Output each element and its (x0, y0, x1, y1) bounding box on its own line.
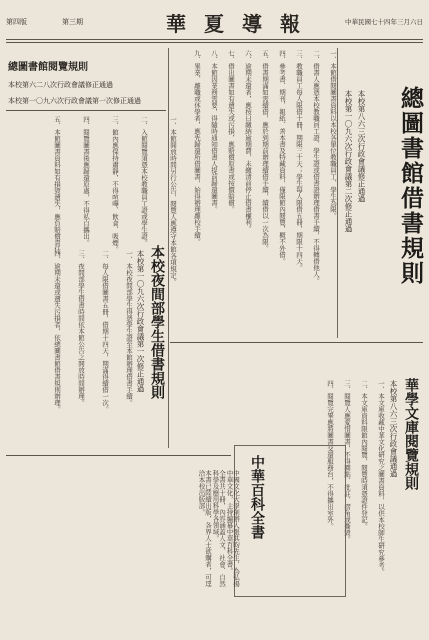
text-column: 二、每人限借圖書五冊，借期十四天，期滿得續借一次。 (101, 250, 109, 413)
text-column: 三、閱覽人應愛惜圖書，不得圈點、批註、摺角或撕毀。 (343, 380, 351, 543)
night-rules-title: 本校夜間部學生借書規則 (149, 245, 165, 399)
text-column: 五、借書期滿如需續借，應於到期前辦理續借手續，續借以一次為限。 (261, 50, 269, 252)
text-column: 三、夜間部學生借書時間依本館公告之開放時間辦理。 (77, 250, 85, 406)
section-divider (170, 342, 423, 343)
text-column: 三、館內應保持肅靜，不得喧嘩、飲食、吸煙。 (111, 116, 119, 253)
masthead-divider-2 (6, 42, 423, 43)
text-column: 四、參考書、期刊、報紙、善本書及特藏資料，僅限館內閱覽，概不外借。 (278, 50, 286, 265)
text-column: 二、入館閱覽須憑本校教職員工證或學生證。 (140, 116, 148, 246)
masthead-divider (6, 39, 423, 40)
text-column: 四、閱覽完畢應將圖書交還服務台，不得攜出室外。 (326, 380, 334, 530)
issue-label: 第三期 (62, 18, 83, 26)
culture-rules-note: 本校第八六三次行政會議通過 (389, 380, 398, 478)
page-label: 第四版 (6, 18, 27, 26)
text-column: 一、本文庫收藏中華文化研究之圖書資料，以供本校師生研究參考。 (377, 380, 385, 575)
text-column: 本書已陸續出版，各界人士欲購者，可逕洽本校出版部。 (197, 470, 212, 587)
text-column: 四、閱覽圖書後應歸還原處，不得私自攜出。 (82, 116, 90, 246)
library-rules-note-1: 本校第八六三次行政會議修正通過 (357, 90, 366, 203)
text-column: 六、逾期未還者，應按日繳納逾期費，未繳清前停止借書權利。 (244, 50, 252, 232)
reading-rules-title: 總圖書館閱覽規則 (8, 62, 88, 73)
night-rules-note: 本校第一〇九六次行政會議第一次修正通過 (136, 250, 145, 393)
text-column: 八、本館因業務需要，得隨時通知借書人提前歸還圖書。 (210, 50, 218, 213)
text-column: 一、本館開放時間另行公告，閱覽人應遵守本館各項規定。 (169, 116, 177, 285)
text-column: 二、借書人應憑本校教職員工證、學生證或借書證辦理借書手續，不得轉借他人。 (312, 50, 320, 284)
column-rule (337, 48, 338, 338)
text-column: 五、本館圖書資料如有損毀遺失，應負賠償責任。 (53, 116, 61, 259)
text-column: 一、本校夜間部學生得憑學生證至本館辦理借書手續。 (125, 250, 133, 406)
left-divider (6, 110, 166, 111)
text-column: 全書共十冊，內容涵蓋人文、社會、自然科學及應用科學各領域。 (211, 470, 226, 587)
text-column: 七、借出圖書如有遺失或污損，應賠償原書或按價賠償。 (227, 50, 235, 213)
masthead (6, 4, 423, 38)
lower-left-divider (6, 455, 231, 456)
text-column: 一、本館借閱圖書資料以本校各單位教職員工、學生為限。 (329, 50, 337, 219)
library-rules-title: 總圖書館借書規則 (397, 86, 424, 286)
encyclopedia-title: 中華百科全書 (249, 455, 265, 539)
reading-rules-amend-2: 本校第一〇九六次行政會議第一次修正通過 (8, 97, 141, 105)
text-column: 中國文化大學創辦人張其昀先生，為弘揚中華文化，主持編纂中華百科全書。 (225, 470, 240, 587)
text-column: 三、教職員工每人限借十冊，期限三十天；學生每人限借五冊，期限十四天。 (295, 50, 303, 271)
left-column-rule (168, 48, 169, 448)
text-column: 二、本文庫資料限館內閱覽，閱覽時須憑證件登記。 (360, 380, 368, 530)
date-line: 中華民國七十四年三月六日 (345, 18, 423, 26)
library-rules-note-2: 本校第一〇九六次行政會議第二次修正通過 (344, 90, 353, 233)
culture-rules-title: 華學文庫閱覽規則 (403, 378, 419, 490)
paper-title: 華夏導報 (166, 12, 318, 36)
text-column: 九、畢業、離職或休學者，應先歸還所借圖書，始得辦理離校手續。 (193, 50, 201, 245)
reading-rules-amend-1: 本校第六二八次行政會議修正通過 (8, 81, 113, 89)
text-column: 四、逾期未還或遺失污損者，依總圖書館借書規則辦理。 (53, 250, 61, 413)
